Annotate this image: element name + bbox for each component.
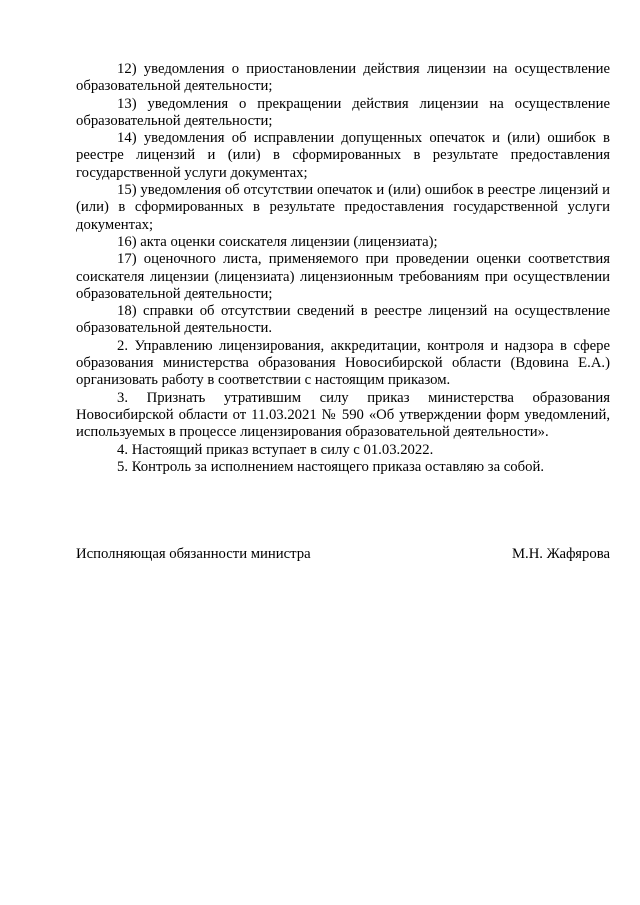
paragraph-item-16: 16) акта оценки соискателя лицензии (лицензиата); — [117, 233, 438, 250]
document-body — [76, 61, 610, 476]
paragraph-item-12: 12) уведомления о приостановлении действия лицензии на осуществление образовательной деятельности; — [76, 61, 610, 95]
paragraph-clause-2: 2. Управлению лицензирования, аккредитации, контроля и надзора в сфере образования министерства образования Новосибирской области (Вдовина Е.А.) организовать работу в соответствии с настоящим приказом. — [76, 337, 610, 389]
signatory-position: Исполняющая обязанности министра — [76, 546, 311, 562]
signatory-name: М.Н. Жафярова — [511, 546, 610, 562]
paragraph-clause-5: 5. Контроль за исполнением настоящего приказа оставляю за собой. — [117, 458, 544, 475]
paragraph-item-14: 14) уведомления об исправлении допущенных опечаток и (или) ошибок в реестре лицензий и (или) в сформированных в результате предоставления государственной услуги документах; — [76, 130, 610, 181]
signature-block — [76, 546, 610, 563]
paragraph-item-15: 15) уведомления об отсутствии опечаток и (или) ошибок в реестре лицензий и (или) в сформированных в результате предоставления государственной услуги документах; — [76, 182, 610, 233]
paragraph-item-17: 17) оценочного листа, применяемого при проведении оценки соответствия соискателя лицензии (лицензиата) лицензионным требованиям при осуществлении образовательной деятельности; — [76, 251, 610, 302]
paragraph-clause-4: 4. Настоящий приказ вступает в силу с 01.03.2022. — [117, 441, 434, 458]
paragraph-clause-3: 3. Признать утратившим силу приказ министерства образования Новосибирской области от 11.03.2021 № 590 «Об утверждении форм уведомлений, используемых в процессе лицензирования образовательной деятельности». — [76, 389, 610, 441]
paragraph-item-18: 18) справки об отсутствии сведений в реестре лицензий на осуществление образовательной деятельности. — [76, 303, 610, 337]
paragraph-item-13: 13) уведомления о прекращении действия лицензии на осуществление образовательной деятельности; — [76, 95, 610, 129]
